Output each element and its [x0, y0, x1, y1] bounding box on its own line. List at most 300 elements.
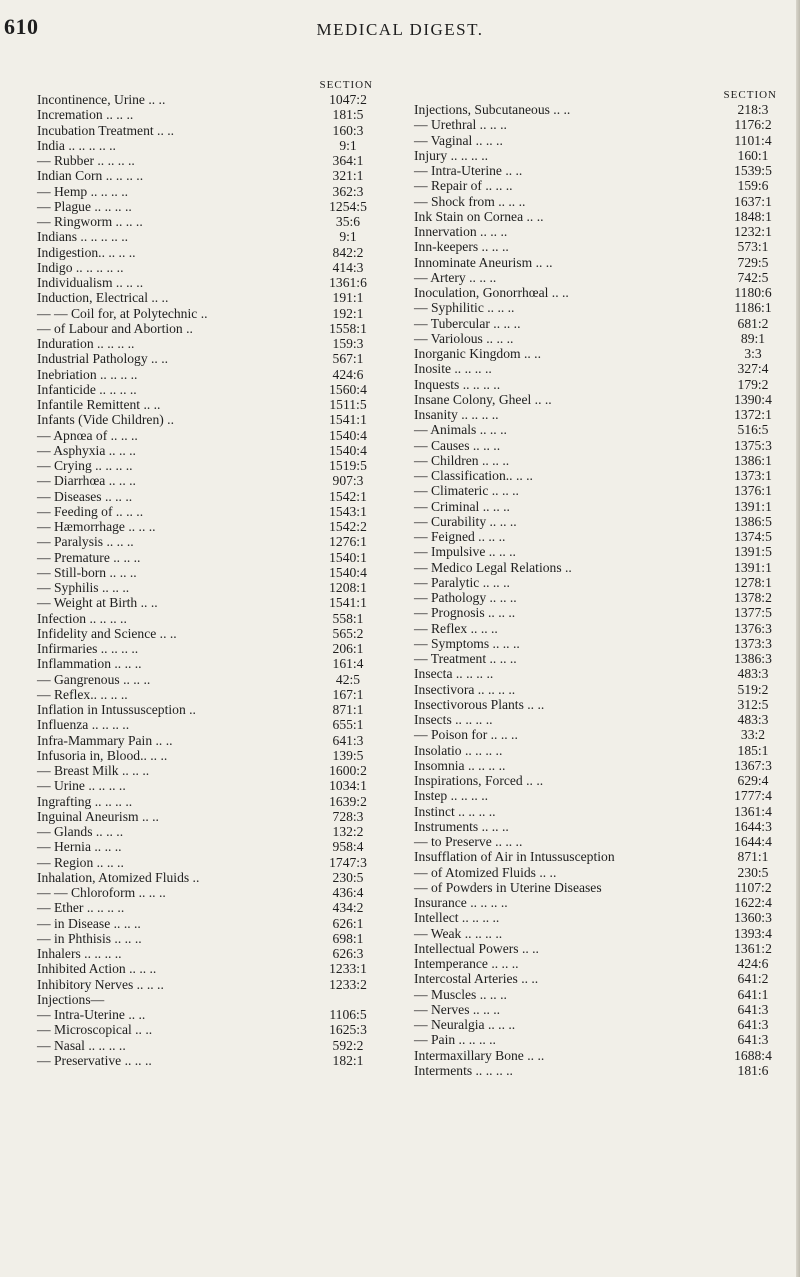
- entry-term: Infidelity and Science .. ..: [37, 625, 177, 641]
- entry-section-ref: 185:1: [737, 742, 769, 758]
- entry-term: Injections—: [37, 991, 105, 1007]
- entry-term: Individualism .. .. ..: [37, 275, 144, 290]
- index-entry: [414, 529, 786, 544]
- entry-term: Indigo .. .. .. .. ..: [37, 259, 124, 275]
- entry-term: Instruments .. .. ..: [414, 818, 509, 834]
- entry-term: — Rubber .. .. .. ..: [37, 153, 135, 168]
- entry-section-ref: 1047:2: [329, 92, 367, 107]
- entry-section-ref: 1540:4: [329, 427, 367, 443]
- entry-section-ref: 729:5: [737, 254, 769, 270]
- index-entry: [414, 666, 786, 681]
- entry-term: — Diarrhœa .. .. ..: [37, 473, 136, 489]
- index-entry: [37, 245, 382, 260]
- entry-section-ref: 1176:2: [734, 117, 772, 133]
- entry-section-ref: 434:2: [332, 900, 364, 916]
- entry-term: — Feigned .. .. ..: [414, 529, 506, 544]
- index-entry: [414, 560, 786, 575]
- index-entry: [37, 336, 382, 351]
- index-entry: [414, 438, 786, 453]
- index-entry: [37, 702, 382, 717]
- entry-term: — Still-born .. .. ..: [37, 564, 137, 580]
- index-entry: [414, 285, 786, 300]
- index-entry: [414, 514, 786, 529]
- entry-section-ref: 1232:1: [734, 224, 772, 239]
- index-entry: [37, 107, 382, 122]
- entry-section-ref: 698:1: [332, 930, 364, 946]
- entry-term: Ingrafting .. .. .. ..: [37, 793, 133, 809]
- index-entry: [414, 453, 786, 468]
- entry-section-ref: 182:1: [332, 1052, 364, 1068]
- index-entry: [414, 651, 786, 666]
- index-entry: [37, 519, 382, 534]
- entry-term: — Repair of .. .. ..: [414, 178, 513, 194]
- entry-section-ref: 3:3: [744, 346, 762, 361]
- entry-term: — Hernia .. .. ..: [37, 839, 122, 855]
- index-entry: [37, 138, 382, 153]
- entry-term: — Crying .. .. .. ..: [37, 458, 133, 473]
- entry-section-ref: 1377:5: [734, 605, 772, 621]
- index-entry: [414, 865, 786, 880]
- entry-term: — Premature .. .. ..: [37, 549, 141, 565]
- entry-section-ref: 626:1: [332, 915, 364, 931]
- entry-section-ref: 641:3: [332, 732, 364, 748]
- entry-term: — Hæmorrhage .. .. ..: [37, 519, 156, 534]
- index-entry: [37, 290, 382, 305]
- index-entry: [37, 550, 382, 565]
- index-entry: [37, 809, 382, 824]
- index-entry: [414, 392, 786, 407]
- entry-section-ref: 1361:6: [329, 275, 367, 290]
- entry-term: Instep .. .. .. ..: [414, 788, 489, 804]
- entry-term: Intercostal Arteries .. ..: [414, 971, 539, 987]
- entry-term: — Nasal .. .. .. ..: [37, 1037, 126, 1053]
- entry-term: Inflammation .. .. ..: [37, 656, 142, 672]
- index-entry: [414, 758, 786, 773]
- entry-term: Insanity .. .. .. ..: [414, 407, 499, 422]
- entry-term: Indian Corn .. .. .. ..: [37, 168, 144, 184]
- entry-section-ref: 1374:5: [734, 529, 772, 544]
- entry-term: — in Disease .. .. ..: [37, 915, 141, 931]
- entry-section-ref: 139:5: [332, 747, 364, 763]
- entry-term: — Ringworm .. .. ..: [37, 214, 143, 229]
- entry-term: Innominate Aneurism .. ..: [414, 254, 553, 270]
- index-entry: [414, 926, 786, 941]
- entry-section-ref: 160:3: [332, 122, 364, 138]
- entry-section-ref: 1278:1: [734, 574, 772, 590]
- index-entry-list: [414, 102, 786, 1078]
- index-entry: [414, 163, 786, 178]
- entry-section-ref: 414:3: [332, 259, 364, 275]
- index-entry: [37, 260, 382, 275]
- index-entry: [414, 575, 786, 590]
- entry-section-ref: 1361:2: [734, 940, 772, 956]
- entry-term: — Apnœa of .. .. ..: [37, 427, 138, 443]
- index-entry: [37, 580, 382, 595]
- index-entry: [414, 956, 786, 971]
- entry-section-ref: 1233:1: [329, 961, 367, 977]
- entry-section-ref: 483:3: [737, 666, 769, 682]
- entry-term: Inhalers .. .. .. ..: [37, 946, 122, 961]
- entry-section-ref: 191:1: [332, 290, 364, 306]
- entry-term: Incontinence, Urine .. ..: [37, 92, 166, 107]
- entry-section-ref: 1558:1: [329, 320, 367, 336]
- index-entry: [414, 1002, 786, 1017]
- entry-term: Incubation Treatment .. ..: [37, 122, 175, 138]
- entry-section-ref: 1560:4: [329, 381, 367, 397]
- index-entry-list: [37, 92, 382, 1068]
- index-entry: [37, 565, 382, 580]
- entry-term: Inebriation .. .. .. ..: [37, 366, 138, 382]
- index-entry: [414, 743, 786, 758]
- index-entry: [37, 412, 382, 427]
- index-entry: [414, 636, 786, 651]
- entry-section-ref: 1747:3: [329, 854, 367, 870]
- entry-section-ref: 1360:3: [734, 910, 772, 926]
- entry-section-ref: 1361:4: [734, 803, 772, 819]
- page-number: 610: [4, 14, 39, 39]
- entry-term: Induction, Electrical .. ..: [37, 290, 169, 306]
- entry-section-ref: 573:1: [737, 239, 769, 255]
- entry-section-ref: 626:3: [332, 946, 364, 961]
- index-entry: [37, 855, 382, 870]
- entry-section-ref: 181:5: [332, 107, 364, 123]
- index-entry: [414, 133, 786, 148]
- index-entry: [37, 1053, 382, 1068]
- index-entry: [37, 306, 382, 321]
- entry-term: Insomnia .. .. .. ..: [414, 757, 506, 773]
- entry-section-ref: 641:3: [737, 1017, 769, 1032]
- entry-section-ref: 230:5: [737, 864, 769, 880]
- entry-term: — Nerves .. .. ..: [414, 1001, 501, 1017]
- entry-section-ref: 1539:5: [734, 163, 772, 178]
- index-entry: [37, 168, 382, 183]
- index-column-right: [414, 89, 786, 1078]
- entry-section-ref: 641:3: [737, 1032, 769, 1048]
- index-entry: [414, 1063, 786, 1078]
- entry-section-ref: 1542:1: [329, 488, 367, 504]
- entry-term: — Intra-Uterine .. ..: [37, 1007, 146, 1022]
- entry-term: Intellect .. .. .. ..: [414, 910, 500, 926]
- entry-term: Indigestion.. .. .. ..: [37, 244, 136, 260]
- section-column-header: SECTION: [723, 89, 777, 101]
- entry-term: Insects .. .. .. ..: [414, 712, 493, 727]
- index-entry: [37, 214, 382, 229]
- index-entry: [414, 605, 786, 620]
- entry-term: Indians .. .. .. .. ..: [37, 229, 128, 245]
- entry-section-ref: 1622:4: [734, 895, 772, 910]
- index-entry: [37, 92, 382, 107]
- entry-section-ref: 1378:2: [734, 590, 772, 605]
- entry-term: — — Coil for, at Polytechnic ..: [37, 305, 208, 321]
- entry-section-ref: 655:1: [332, 717, 364, 733]
- entry-term: Infusoria in, Blood.. .. ..: [37, 747, 168, 763]
- entry-term: — Symptoms .. .. ..: [414, 635, 520, 651]
- index-entry: [37, 992, 382, 1007]
- entry-section-ref: 1107:2: [734, 879, 772, 895]
- entry-term: Insectivorous Plants .. ..: [414, 696, 545, 712]
- index-entry: [37, 733, 382, 748]
- entry-section-ref: 1106:5: [329, 1007, 367, 1022]
- entry-section-ref: 1639:2: [329, 793, 367, 809]
- index-entry: [414, 468, 786, 483]
- index-entry: [37, 977, 382, 992]
- index-entry: [37, 916, 382, 931]
- entry-section-ref: 1391:1: [734, 559, 772, 575]
- entry-term: Intermaxillary Bone .. ..: [414, 1047, 545, 1063]
- entry-section-ref: 364:1: [332, 153, 364, 168]
- entry-term: — Treatment .. .. ..: [414, 651, 517, 666]
- entry-section-ref: 681:2: [737, 315, 769, 331]
- index-entry: [414, 1032, 786, 1047]
- entry-section-ref: 1186:1: [734, 300, 772, 316]
- entry-term: Induration .. .. .. ..: [37, 336, 135, 351]
- entry-section-ref: 424:6: [737, 956, 769, 971]
- index-entry: [37, 1038, 382, 1053]
- entry-term: Inquests .. .. .. ..: [414, 376, 501, 392]
- entry-section-ref: 728:3: [332, 808, 364, 824]
- index-entry: [37, 595, 382, 610]
- entry-term: Insecta .. .. .. ..: [414, 666, 494, 682]
- index-entry: [37, 473, 382, 488]
- entry-section-ref: 1541:1: [329, 412, 367, 428]
- entry-section-ref: 742:5: [737, 269, 769, 285]
- entry-section-ref: 1208:1: [329, 580, 367, 595]
- index-entry: [414, 910, 786, 925]
- entry-section-ref: 89:1: [740, 330, 766, 346]
- index-entry: [37, 321, 382, 336]
- index-entry: [37, 1022, 382, 1037]
- entry-term: — Paralysis .. .. ..: [37, 534, 134, 550]
- entry-term: Inhibited Action .. .. ..: [37, 961, 157, 977]
- entry-term: Instinct .. .. .. ..: [414, 803, 496, 819]
- entry-term: — Gangrenous .. .. ..: [37, 671, 151, 687]
- index-entry: [414, 270, 786, 285]
- index-entry: [37, 687, 382, 702]
- index-entry: [414, 178, 786, 193]
- entry-term: — Impulsive .. .. ..: [414, 544, 516, 560]
- index-entry: [414, 239, 786, 254]
- index-entry: [37, 900, 382, 915]
- entry-section-ref: 1600:2: [329, 763, 367, 778]
- entry-section-ref: 1637:1: [734, 193, 772, 209]
- index-entry: [37, 748, 382, 763]
- index-entry: [37, 1007, 382, 1022]
- index-entry: [414, 102, 786, 117]
- entry-section-ref: 1625:3: [329, 1022, 367, 1038]
- entry-term: — of Powders in Uterine Diseases: [414, 879, 602, 895]
- entry-section-ref: 1644:4: [734, 834, 772, 849]
- entry-term: — Preservative .. .. ..: [37, 1052, 152, 1068]
- index-entry: [414, 834, 786, 849]
- index-entry: [37, 656, 382, 671]
- entry-term: — Urethral .. .. ..: [414, 117, 507, 133]
- index-entry: [37, 504, 382, 519]
- entry-term: — Urine .. .. .. ..: [37, 778, 126, 794]
- entry-term: Interments .. .. .. ..: [414, 1062, 513, 1078]
- index-entry: [414, 712, 786, 727]
- entry-section-ref: 1101:4: [734, 132, 772, 148]
- index-entry: [37, 489, 382, 504]
- entry-term: — Vaginal .. .. ..: [414, 132, 503, 148]
- entry-term: — in Phthisis .. .. ..: [37, 930, 142, 946]
- entry-term: Insectivora .. .. .. ..: [414, 681, 516, 697]
- entry-term: Intemperance .. .. ..: [414, 956, 519, 971]
- entry-term: Injury .. .. .. ..: [414, 147, 489, 163]
- entry-term: — Animals .. .. ..: [414, 422, 507, 438]
- entry-section-ref: 1386:5: [734, 513, 772, 529]
- entry-section-ref: 206:1: [332, 641, 364, 656]
- entry-section-ref: 1848:1: [734, 208, 772, 224]
- entry-section-ref: 181:6: [737, 1062, 769, 1078]
- entry-term: Inoculation, Gonorrhœal .. ..: [414, 285, 569, 300]
- index-entry: [414, 819, 786, 834]
- entry-term: Inhalation, Atomized Fluids ..: [37, 869, 200, 885]
- entry-section-ref: 1511:5: [329, 397, 367, 412]
- entry-term: — Weak .. .. .. ..: [414, 925, 503, 941]
- entry-term: Influenza .. .. .. ..: [37, 717, 130, 733]
- entry-term: Infra-Mammary Pain .. ..: [37, 732, 173, 748]
- entry-section-ref: 641:3: [737, 1001, 769, 1017]
- entry-term: Infants (Vide Children) ..: [37, 412, 174, 428]
- entry-term: — Pathology .. .. ..: [414, 590, 517, 605]
- entry-term: — Criminal .. .. ..: [414, 498, 510, 514]
- entry-section-ref: 1372:1: [734, 407, 772, 422]
- index-entry: [37, 397, 382, 412]
- entry-section-ref: 907:3: [332, 473, 364, 489]
- index-entry: [414, 1017, 786, 1032]
- entry-term: Inorganic Kingdom .. ..: [414, 346, 541, 361]
- entry-term: — Microscopical .. ..: [37, 1022, 153, 1038]
- entry-section-ref: 159:6: [737, 178, 769, 194]
- index-entry: [414, 804, 786, 819]
- entry-section-ref: 1644:3: [734, 818, 772, 834]
- entry-section-ref: 33:2: [740, 727, 766, 743]
- entry-section-ref: 519:2: [737, 681, 769, 697]
- index-entry: [37, 931, 382, 946]
- entry-term: Inflation in Intussusception ..: [37, 702, 196, 717]
- entry-term: — Reflex .. .. ..: [414, 620, 498, 636]
- entry-section-ref: 1376:1: [734, 483, 772, 499]
- index-entry: [414, 621, 786, 636]
- entry-section-ref: 1386:3: [734, 651, 772, 666]
- entry-term: Infanticide .. .. .. ..: [37, 381, 137, 397]
- entry-section-ref: 1542:2: [329, 519, 367, 534]
- index-entry: [414, 697, 786, 712]
- entry-section-ref: 567:1: [332, 351, 364, 367]
- index-entry: [414, 117, 786, 132]
- index-entry: [414, 590, 786, 605]
- entry-term: — Medico Legal Relations ..: [414, 559, 572, 575]
- index-entry: [414, 194, 786, 209]
- entry-term: — Syphilitic .. .. ..: [414, 300, 515, 316]
- index-entry: [37, 443, 382, 458]
- entry-term: — Asphyxia .. .. ..: [37, 442, 136, 458]
- entry-section-ref: 1386:1: [734, 452, 772, 468]
- index-column-left: [37, 79, 382, 1068]
- entry-term: — Variolous .. .. ..: [414, 330, 514, 346]
- entry-section-ref: 1390:4: [734, 391, 772, 407]
- index-entry: [37, 184, 382, 199]
- entry-section-ref: 230:5: [332, 869, 364, 885]
- entry-term: Inspirations, Forced .. ..: [414, 773, 544, 788]
- entry-section-ref: 483:3: [737, 712, 769, 727]
- index-entry: [414, 987, 786, 1002]
- entry-section-ref: 160:1: [737, 147, 769, 163]
- index-entry: [414, 361, 786, 376]
- entry-section-ref: 167:1: [332, 686, 364, 702]
- entry-term: Innervation .. .. ..: [414, 224, 508, 239]
- index-entry: [37, 153, 382, 168]
- index-entry: [37, 794, 382, 809]
- index-entry: [37, 763, 382, 778]
- entry-term: — Breast Milk .. .. ..: [37, 763, 150, 778]
- entry-section-ref: 42:5: [335, 671, 361, 687]
- entry-section-ref: 592:2: [332, 1037, 364, 1053]
- entry-term: — Climateric .. .. ..: [414, 483, 519, 499]
- entry-term: Infirmaries .. .. .. ..: [37, 641, 139, 656]
- entry-section-ref: 362:3: [332, 183, 364, 199]
- index-entry: [37, 428, 382, 443]
- entry-term: — Classification.. .. ..: [414, 468, 533, 483]
- entry-section-ref: 1254:5: [329, 198, 367, 214]
- entry-section-ref: 958:4: [332, 839, 364, 855]
- entry-term: — Poison for .. .. ..: [414, 727, 518, 743]
- entry-section-ref: 1373:1: [734, 468, 772, 483]
- index-entry: [37, 870, 382, 885]
- entry-term: Infection .. .. .. ..: [37, 610, 127, 626]
- index-entry: [414, 300, 786, 315]
- index-entry: [414, 1048, 786, 1063]
- index-entry: [37, 351, 382, 366]
- index-entry: [37, 824, 382, 839]
- index-entry: [414, 880, 786, 895]
- index-entry: [37, 626, 382, 641]
- running-head: MEDICAL DIGEST.: [316, 20, 484, 39]
- entry-term: Intellectual Powers .. ..: [414, 940, 539, 956]
- index-entry: [37, 229, 382, 244]
- section-column-header: SECTION: [319, 79, 373, 91]
- entry-term: — Artery .. .. ..: [414, 269, 497, 285]
- index-entry: [414, 407, 786, 422]
- entry-section-ref: 1376:3: [734, 620, 772, 636]
- entry-term: — Children .. .. ..: [414, 452, 510, 468]
- index-entry: [414, 209, 786, 224]
- entry-term: Injections, Subcutaneous .. ..: [414, 102, 571, 117]
- entry-section-ref: 312:5: [737, 696, 769, 712]
- entry-term: — Hemp .. .. .. ..: [37, 183, 128, 199]
- entry-section-ref: 218:3: [737, 102, 769, 117]
- entry-section-ref: 132:2: [332, 824, 364, 839]
- entry-section-ref: 327:4: [737, 361, 769, 377]
- entry-section-ref: 871:1: [737, 849, 769, 865]
- entry-term: India .. .. .. .. ..: [37, 137, 116, 153]
- entry-section-ref: 192:1: [332, 305, 364, 321]
- entry-section-ref: 871:1: [332, 702, 364, 717]
- entry-section-ref: 629:4: [737, 773, 769, 788]
- entry-term: — Region .. .. ..: [37, 854, 124, 870]
- entry-section-ref: 1375:3: [734, 437, 772, 453]
- index-entry: [414, 255, 786, 270]
- entry-term: — — Chloroform .. .. ..: [37, 885, 166, 900]
- index-entry: [37, 672, 382, 687]
- entry-term: — Diseases .. .. ..: [37, 488, 133, 504]
- index-entry: [414, 346, 786, 361]
- entry-section-ref: 1233:2: [329, 976, 367, 992]
- index-entry: [414, 727, 786, 742]
- index-entry: [37, 778, 382, 793]
- entry-section-ref: 565:2: [332, 625, 364, 641]
- index-entry: [414, 331, 786, 346]
